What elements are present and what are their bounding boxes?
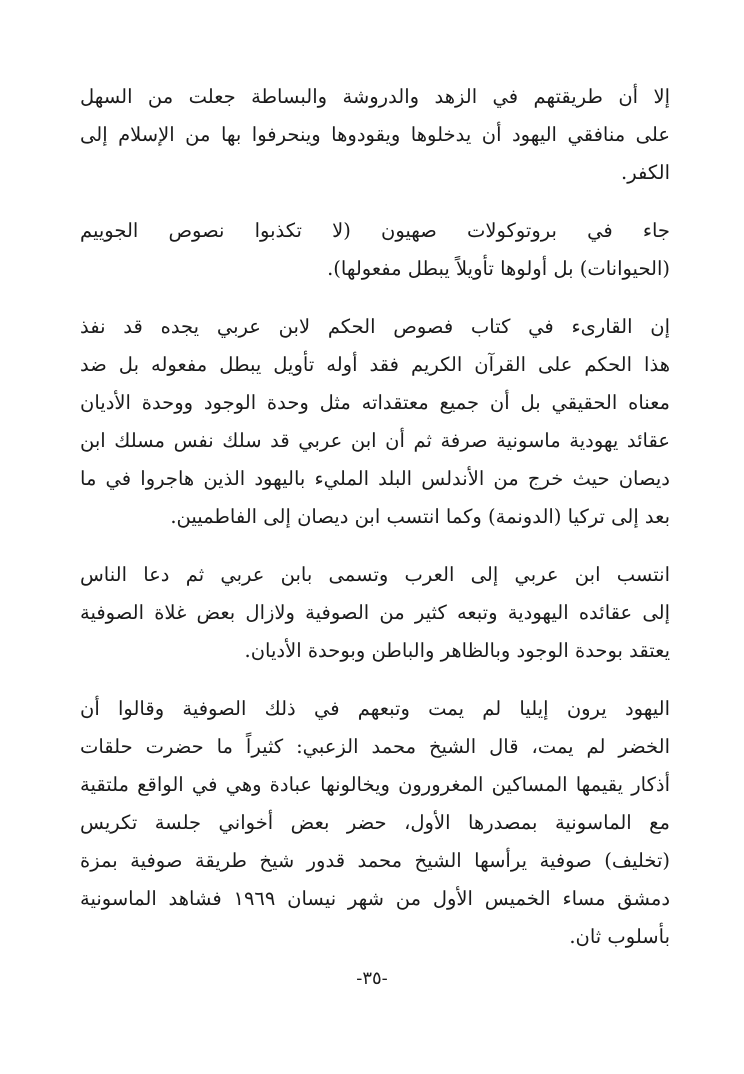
text-line: أذكار يقيمها المساكين المغرورون ويخالونها عبادة وهي في الواقع ملتقية [80,773,670,796]
text-line: (الحيوانات) بل أولوها تأويلاً يبطل مفعولها). [327,257,670,280]
text-line: مع الماسونية بمصدرها الأول، حضر بعض أخواني جلسة تكريس [80,811,670,834]
paragraph-gap [80,536,670,556]
paragraph-gap [80,192,670,212]
text-line: يعتقد بوحدة الوجود وبالظاهر والباطن وبوحدة الأديان. [244,639,670,662]
paragraph-3 [80,308,670,536]
paragraph-gap [80,670,670,690]
text-line: إلى عقائده اليهودية وتبعه كثير من الصوفية ولازال بعض غلاة الصوفية [80,601,670,624]
text-line: عقائد يهودية ماسونية صرفة ثم أن ابن عربي قد سلك نفس مسلك ابن [80,429,670,452]
text-line: إلا أن طريقتهم في الزهد والدروشة والبساطة جعلت من السهل [80,85,670,108]
paragraph-2 [80,212,670,288]
text-line: ديصان حيث خرج من الأندلس البلد المليء باليهود الذين هاجروا في ما [80,467,670,490]
text-line: معناه الحقيقي بل أن جميع معتقداته مثل وحدة الوجود ووحدة الأديان [80,391,670,414]
text-line: (تخليف) صوفية يرأسها الشيخ محمد قدور شيخ طريقة صوفية بمزة [80,849,670,872]
text-line: الخضر لم يمت، قال الشيخ محمد الزعبي: كثيراً ما حضرت حلقات [80,735,670,758]
page-number: -٣٥- [356,968,388,989]
text-line: إن القارىء في كتاب فصوص الحكم لابن عربي يجده قد نفذ [80,315,670,338]
text-line: دمشق مساء الخميس الأول من شهر نيسان ١٩٦٩ فشاهد الماسونية [80,887,670,910]
text-line: الكفر. [621,161,670,184]
text-line: على منافقي اليهود أن يدخلوها ويقودوها وينحرفوا بها من الإسلام إلى [80,123,670,146]
paragraph-gap [80,288,670,308]
text-line: اليهود يرون إيليا لم يمت وتبعهم في ذلك الصوفية وقالوا أن [80,697,670,720]
paragraph-1 [80,78,670,192]
page-body [80,78,670,956]
paragraph-5 [80,690,670,956]
text-line: بعد إلى تركيا (الدونمة) وكما انتسب ابن ديصان إلى الفاطميين. [170,505,670,528]
text-line: انتسب ابن عربي إلى العرب وتسمى بابن عربي ثم دعا الناس [80,563,670,586]
paragraph-4 [80,556,670,670]
text-line: هذا الحكم على القرآن الكريم فقد أوله تأويل يبطل مفعوله بل ضد [80,353,670,376]
text-line: بأسلوب ثان. [569,925,670,948]
text-line: جاء في بروتوكولات صهيون (لا تكذبوا نصوص الجوييم [80,219,670,242]
